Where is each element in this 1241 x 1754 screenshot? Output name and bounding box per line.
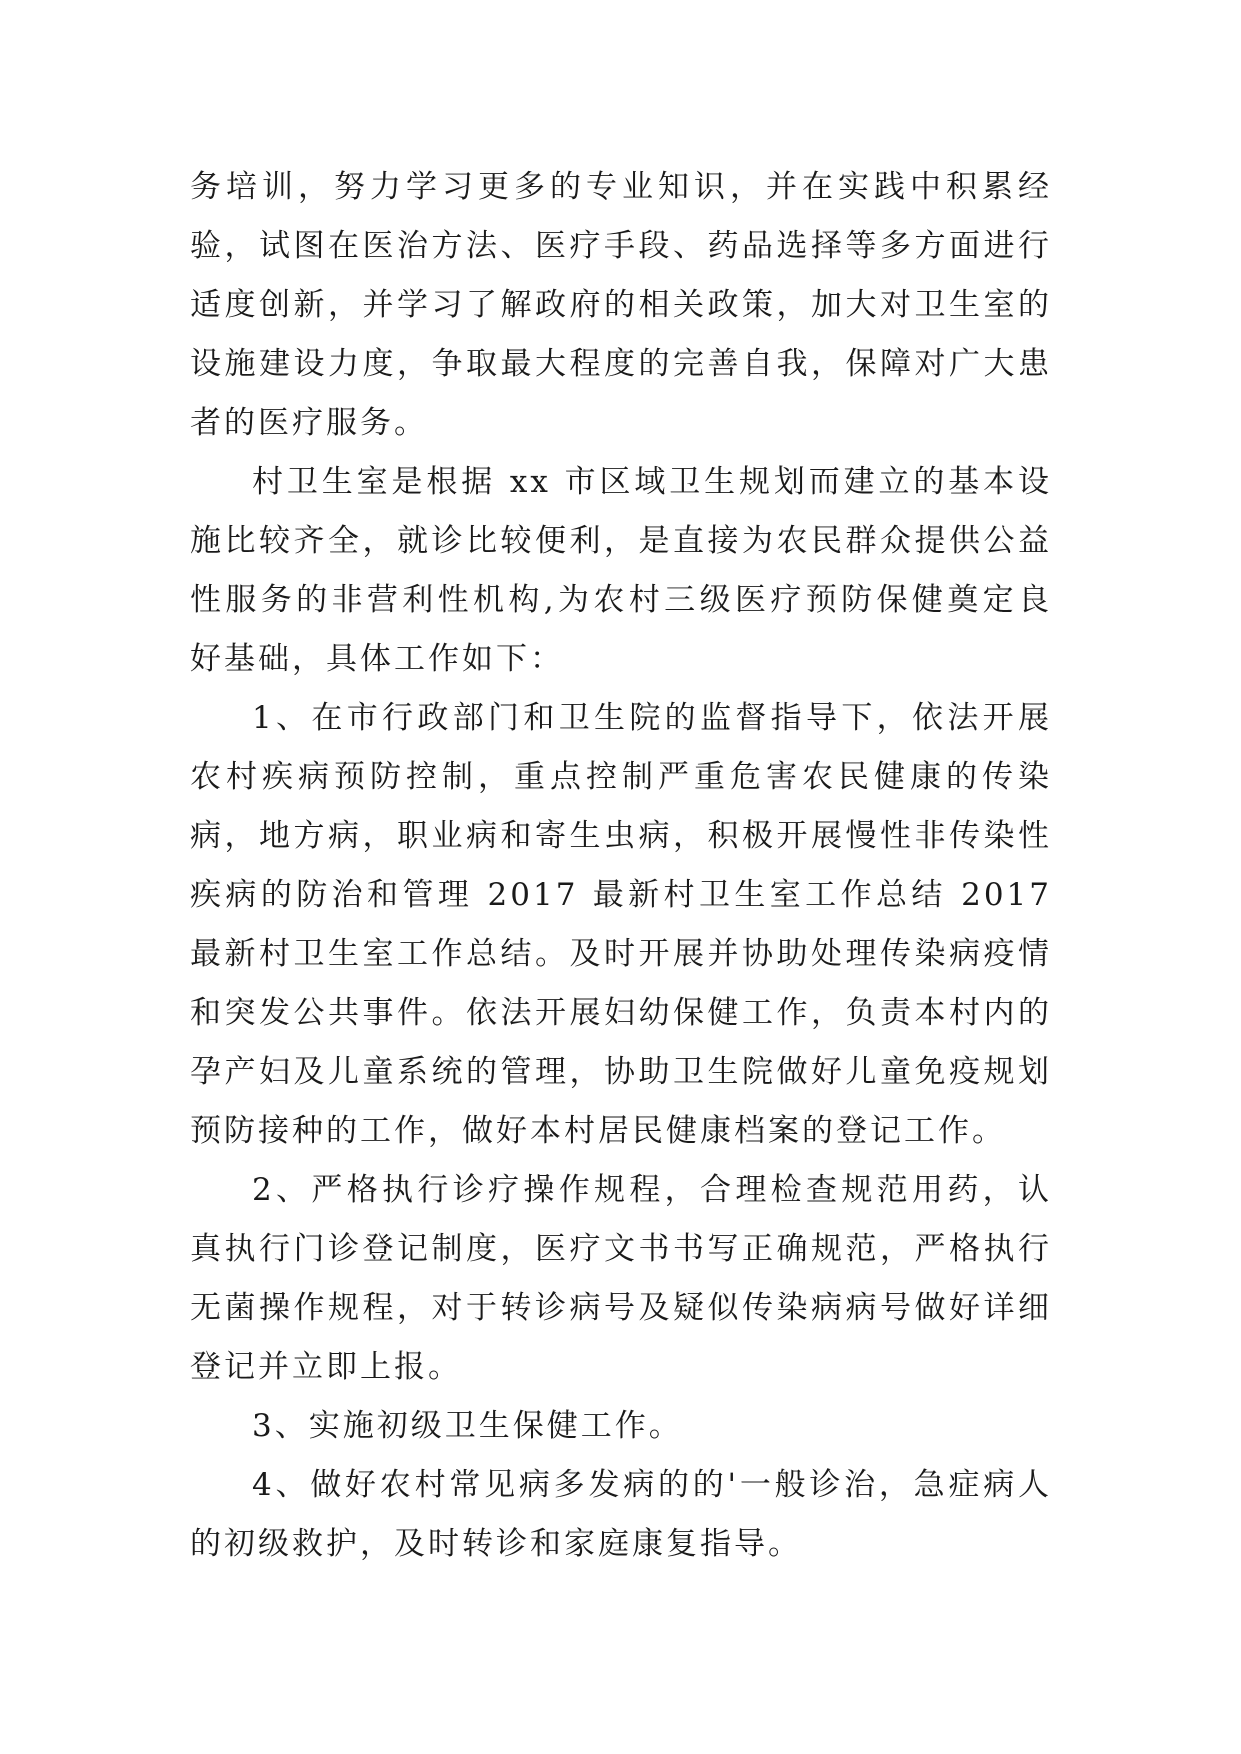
document-body [190,158,1052,1574]
paragraph-item-3: 3、实施初级卫生保健工作。 [252,1408,683,1444]
paragraph-item-4: 4、做好农村常见病多发病的的'一般诊治，急症病人的初级救护，及时转诊和家庭康复指导。 [190,1467,1052,1562]
paragraph-clinic-intro: 村卫生室是根据 xx 市区域卫生规划而建立的基本设施比较齐全，就诊比较便利，是直接为农民群众提供公益性服务的非营利性机构,为农村三级医疗预防保健奠定良好基础，具体工作如下： [190,464,1052,677]
paragraph-training: 务培训，努力学习更多的专业知识，并在实践中积累经验，试图在医治方法、医疗手段、药品选择等多方面进行适度创新，并学习了解政府的相关政策，加大对卫生室的设施建设力度，争取最大程度的完善自我，保障对广大患者的医疗服务。 [190,169,1052,441]
paragraph-item-2: 2、严格执行诊疗操作规程，合理检查规范用药，认真执行门诊登记制度，医疗文书书写正确规范，严格执行无菌操作规程，对于转诊病号及疑似传染病病号做好详细登记并立即上报。 [190,1172,1052,1385]
paragraph-item-1: 1、在市行政部门和卫生院的监督指导下，依法开展农村疾病预防控制，重点控制严重危害农民健康的传染病，地方病，职业病和寄生虫病，积极开展慢性非传染性疾病的防治和管理 2017 最新村卫生室工作总结 2017 最新村卫生室工作总结。及时开展并协助处理传染病疫情和突发公共事件。依法开展妇幼保健工作，负责本村内的孕产妇及儿童系统的管理，协助卫生院做好儿童免疫规划预防接种的工作，做好本村居民健康档案的登记工作。 [190,700,1052,1149]
